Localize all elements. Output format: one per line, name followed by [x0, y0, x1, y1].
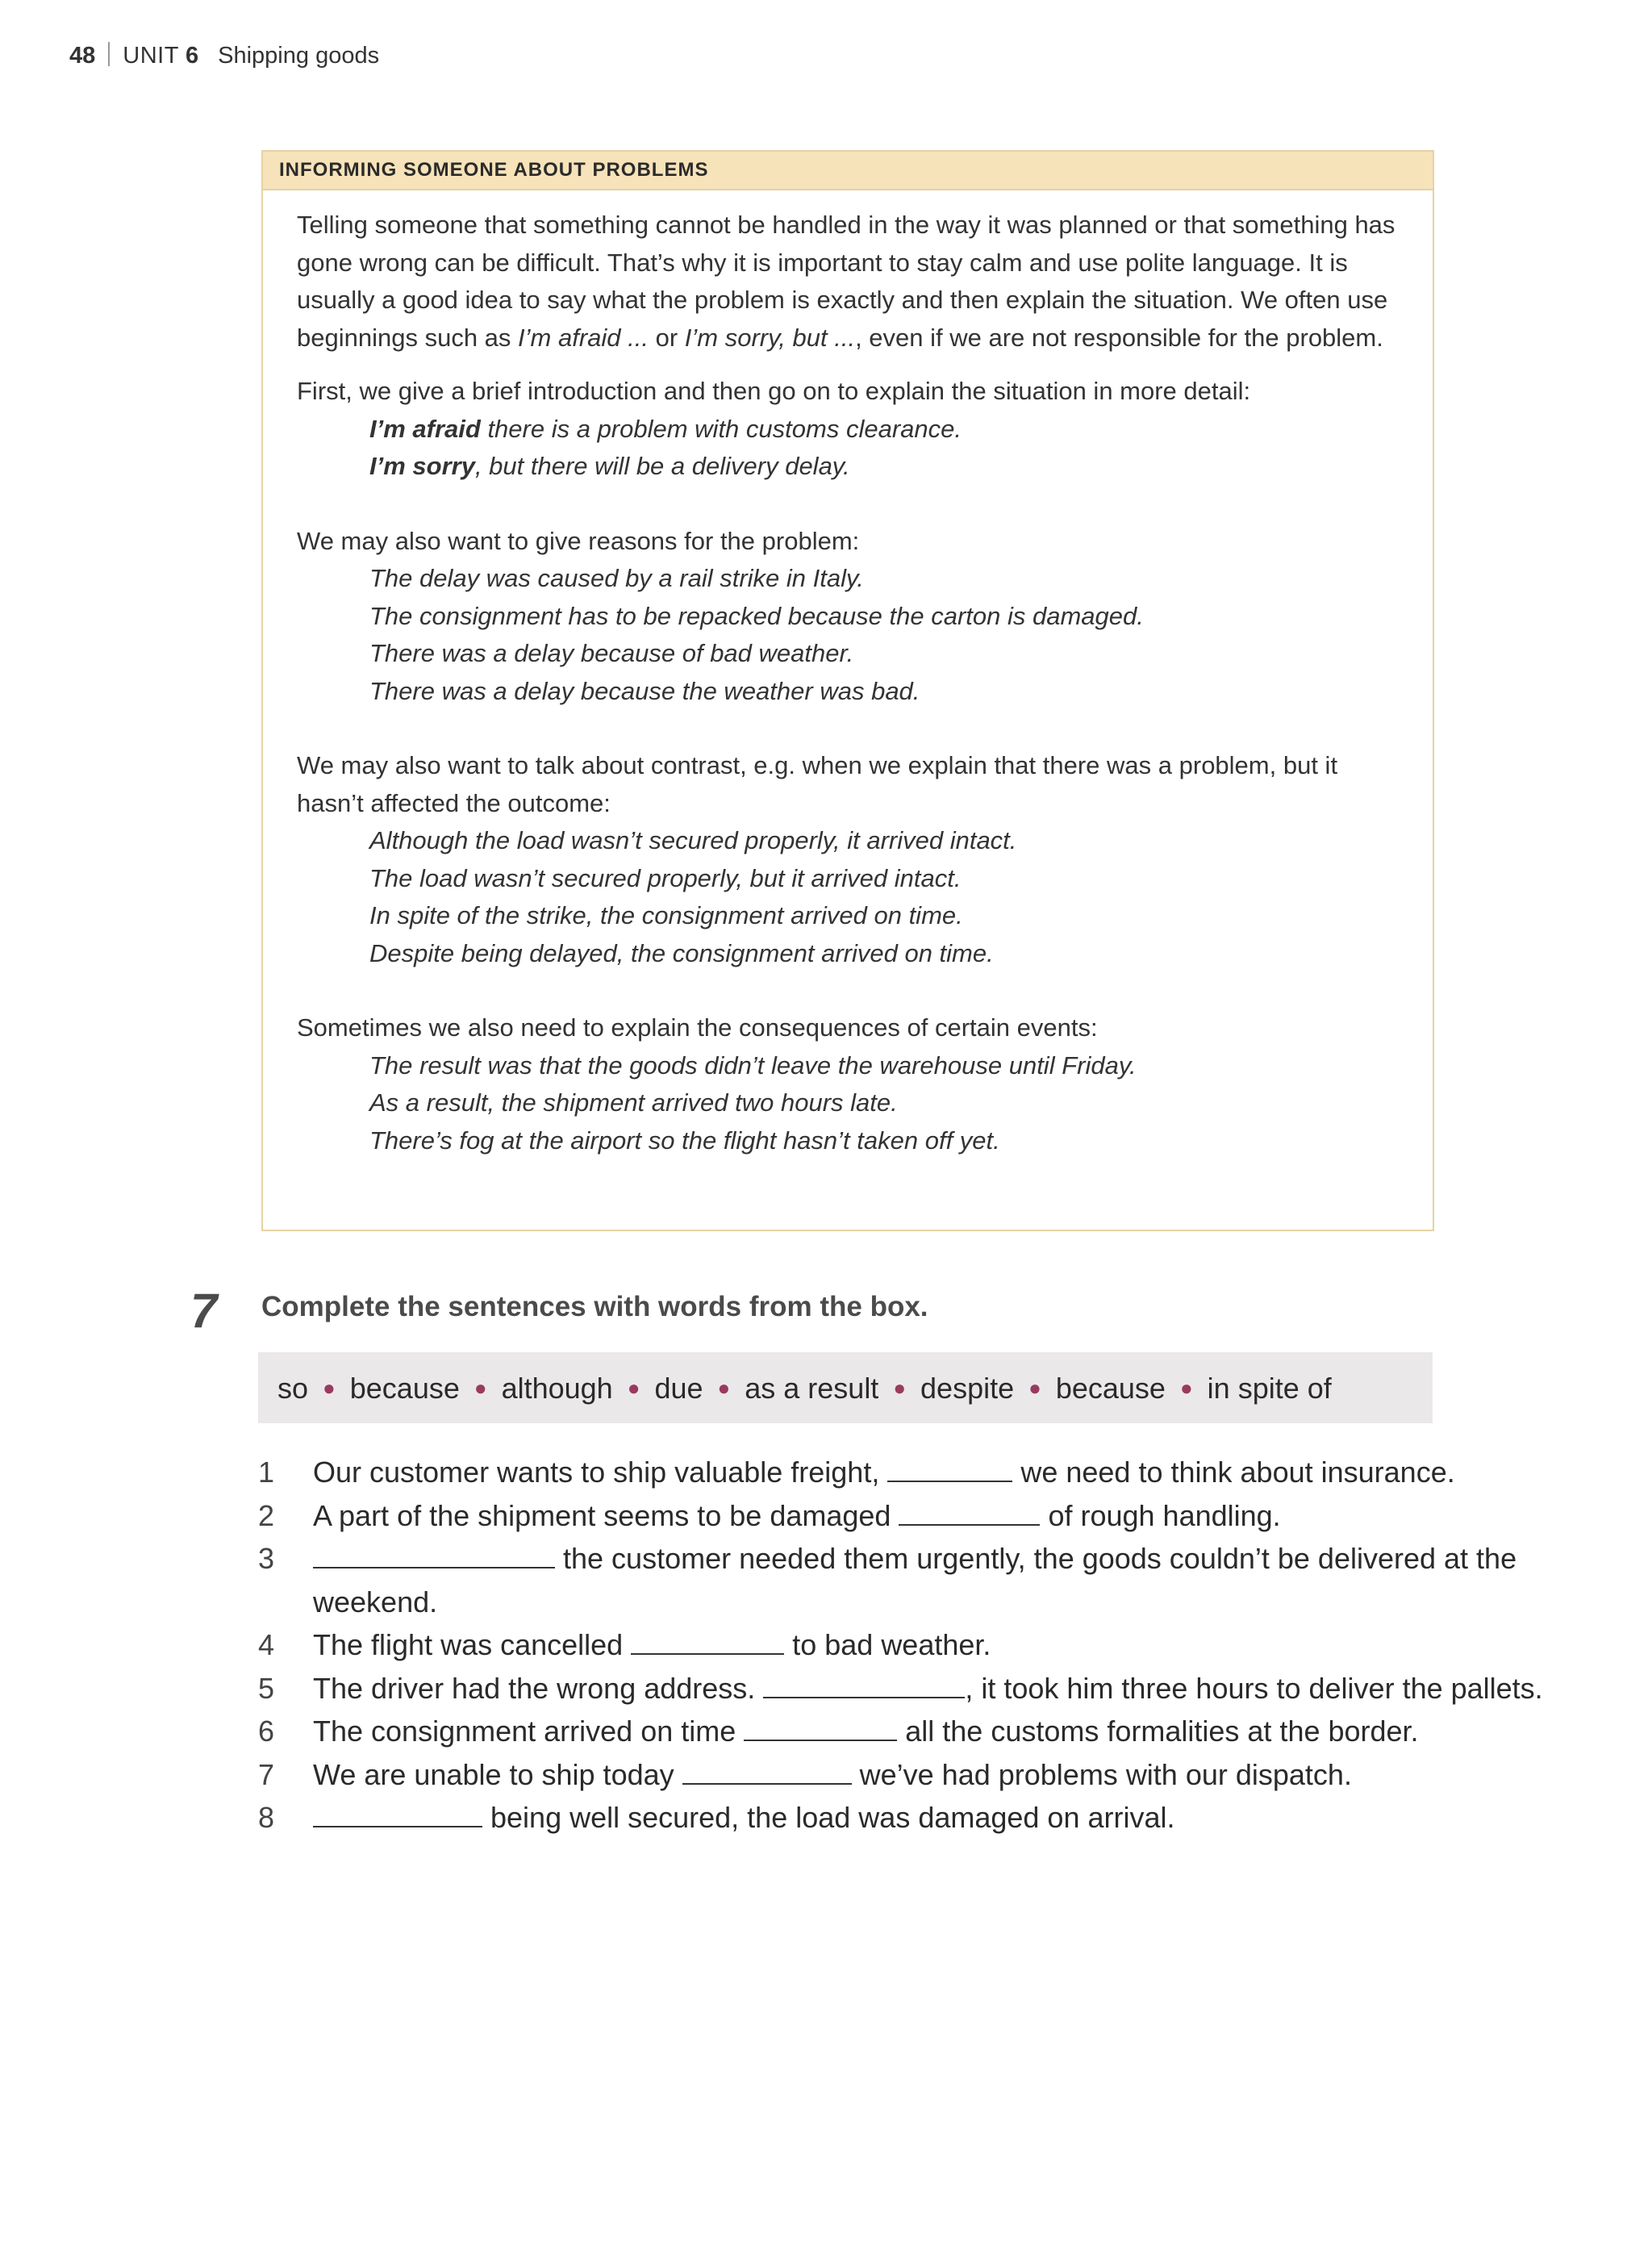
item-text: we need to think about insurance.	[1012, 1456, 1455, 1489]
example-text: there is a problem with customs clearance.	[480, 414, 962, 443]
exercise-item	[258, 1494, 1565, 1538]
bullet-icon: ●	[627, 1376, 640, 1400]
bullet-icon: ●	[893, 1376, 907, 1400]
bullet-icon: ●	[473, 1376, 487, 1400]
exercise-items	[258, 1451, 1565, 1840]
item-number: 3	[258, 1542, 275, 1575]
unit-number: 6	[186, 43, 199, 69]
bullet-icon: ●	[323, 1376, 336, 1400]
word-item: as a result	[745, 1372, 879, 1405]
item-number: 7	[258, 1757, 275, 1791]
example-sentence: There’s fog at the airport so the flight hasn’t taken off yet.	[369, 1126, 1000, 1155]
item-text: Our customer wants to ship valuable freight,	[313, 1456, 888, 1489]
example-text: , but there will be a delivery delay.	[474, 452, 850, 480]
page-number: 48	[69, 43, 96, 69]
example-sentence: There was a delay because of bad weather.	[369, 639, 854, 667]
example-sentence: The result was that the goods didn’t leave the warehouse until Friday.	[369, 1050, 1137, 1080]
item-number: 1	[258, 1456, 275, 1489]
item-text: the customer needed them urgently, the goods couldn’t be delivered at the weekend.	[313, 1542, 1517, 1619]
item-text: to bad weather.	[784, 1628, 991, 1661]
section-lead: Sometimes we also need to explain the consequences of certain events:	[297, 1013, 1098, 1042]
example-sentence: The consignment has to be repacked because the carton is damaged.	[369, 601, 1144, 630]
intro-text: , even if we are not responsible for the problem.	[855, 323, 1383, 352]
exercise-item	[258, 1451, 1565, 1494]
item-text: The flight was cancelled	[313, 1628, 632, 1661]
answer-blank[interactable]	[313, 1543, 555, 1568]
item-number: 4	[258, 1628, 275, 1661]
item-number: 2	[258, 1498, 275, 1532]
example-sentence: As a result, the shipment arrived two hours late.	[369, 1088, 898, 1117]
example-sentence: Despite being delayed, the consignment arrived on time.	[369, 938, 994, 967]
example-sentence: There was a delay because the weather was bad.	[369, 676, 920, 705]
item-number: 5	[258, 1671, 275, 1705]
example-sentence: The delay was caused by a rail strike in Italy.	[369, 564, 864, 592]
word-item: so	[277, 1372, 309, 1405]
exercise-item	[258, 1753, 1565, 1797]
unit-label: UNIT	[123, 43, 179, 69]
item-number: 8	[258, 1801, 275, 1834]
word-item: despite	[920, 1372, 1015, 1405]
info-box	[261, 150, 1434, 1231]
word-item: although	[501, 1372, 613, 1405]
answer-blank[interactable]	[631, 1629, 784, 1655]
intro-example: I’m sorry, but ...	[684, 323, 856, 352]
item-text: , it took him three hours to deliver the pallets.	[965, 1671, 1543, 1705]
item-text: being well secured, the load was damaged on arrival.	[482, 1801, 1175, 1834]
example-emphasis: I’m sorry	[369, 452, 475, 480]
intro-example: I’m afraid ...	[518, 323, 649, 352]
exercise-item	[258, 1537, 1565, 1623]
item-text: The consignment arrived on time	[313, 1715, 745, 1748]
word-item: due	[654, 1372, 703, 1405]
item-text: all the customs formalities at the border.	[897, 1715, 1419, 1748]
bullet-icon: ●	[1179, 1376, 1193, 1400]
section-lead: We may also want to talk about contrast, e.g. when we explain that there was a problem, but it hasn’t affected the outcome:	[297, 751, 1338, 817]
example-emphasis: I’m afraid	[369, 414, 481, 443]
example-sentence: In spite of the strike, the consignment arrived on time.	[369, 901, 963, 929]
intro-text: Telling someone that something cannot be handled in the way it was planned or that something has gone wrong can be difficult. That’s why it is important to stay calm and use polite language. It is usually a good idea to say what the problem is exactly and then explain the situation. We often use beginnings such as	[297, 211, 1395, 352]
example-sentence	[297, 448, 1400, 486]
unit-title: Shipping goods	[218, 43, 380, 69]
example-sentence: The load wasn’t secured properly, but it arrived intact.	[369, 863, 962, 892]
section-lead: We may also want to give reasons for the problem:	[297, 526, 860, 555]
info-box-heading: INFORMING SOMEONE ABOUT PROBLEMS	[263, 152, 1433, 190]
exercise-instruction: Complete the sentences with words from the box.	[261, 1291, 928, 1322]
item-text: we’ve had problems with our dispatch.	[851, 1757, 1352, 1791]
exercise-item	[258, 1667, 1565, 1710]
section-lead: First, we give a brief introduction and then go on to explain the situation in more detail:	[297, 377, 1251, 405]
header-divider	[108, 42, 110, 66]
word-item: in spite of	[1207, 1372, 1332, 1405]
example-sentence: Although the load wasn’t secured properly, it arrived intact.	[369, 826, 1017, 854]
answer-blank[interactable]	[887, 1456, 1012, 1482]
exercise-item	[258, 1796, 1565, 1840]
answer-blank[interactable]	[899, 1500, 1040, 1526]
intro-paragraph	[297, 207, 1400, 357]
exercise-item	[258, 1710, 1565, 1753]
exercise-item	[258, 1623, 1565, 1667]
bullet-icon: ●	[1028, 1376, 1041, 1400]
intro-text: or	[648, 323, 685, 352]
answer-blank[interactable]	[763, 1673, 965, 1698]
answer-blank[interactable]	[744, 1715, 897, 1741]
word-box	[258, 1352, 1433, 1423]
page-header	[69, 42, 379, 69]
word-item: because	[349, 1372, 460, 1405]
word-item: because	[1055, 1372, 1166, 1405]
item-number: 6	[258, 1715, 275, 1748]
item-text: The driver had the wrong address.	[313, 1671, 764, 1705]
item-text: A part of the shipment seems to be damaged	[313, 1498, 899, 1532]
answer-blank[interactable]	[682, 1759, 852, 1785]
item-text: We are unable to ship today	[313, 1757, 682, 1791]
bullet-icon: ●	[717, 1376, 731, 1400]
item-text: of rough handling.	[1040, 1498, 1281, 1532]
answer-blank[interactable]	[313, 1802, 482, 1827]
example-sentence	[297, 411, 1400, 449]
info-box-body	[263, 190, 1433, 1159]
exercise-number: 7	[190, 1284, 218, 1338]
